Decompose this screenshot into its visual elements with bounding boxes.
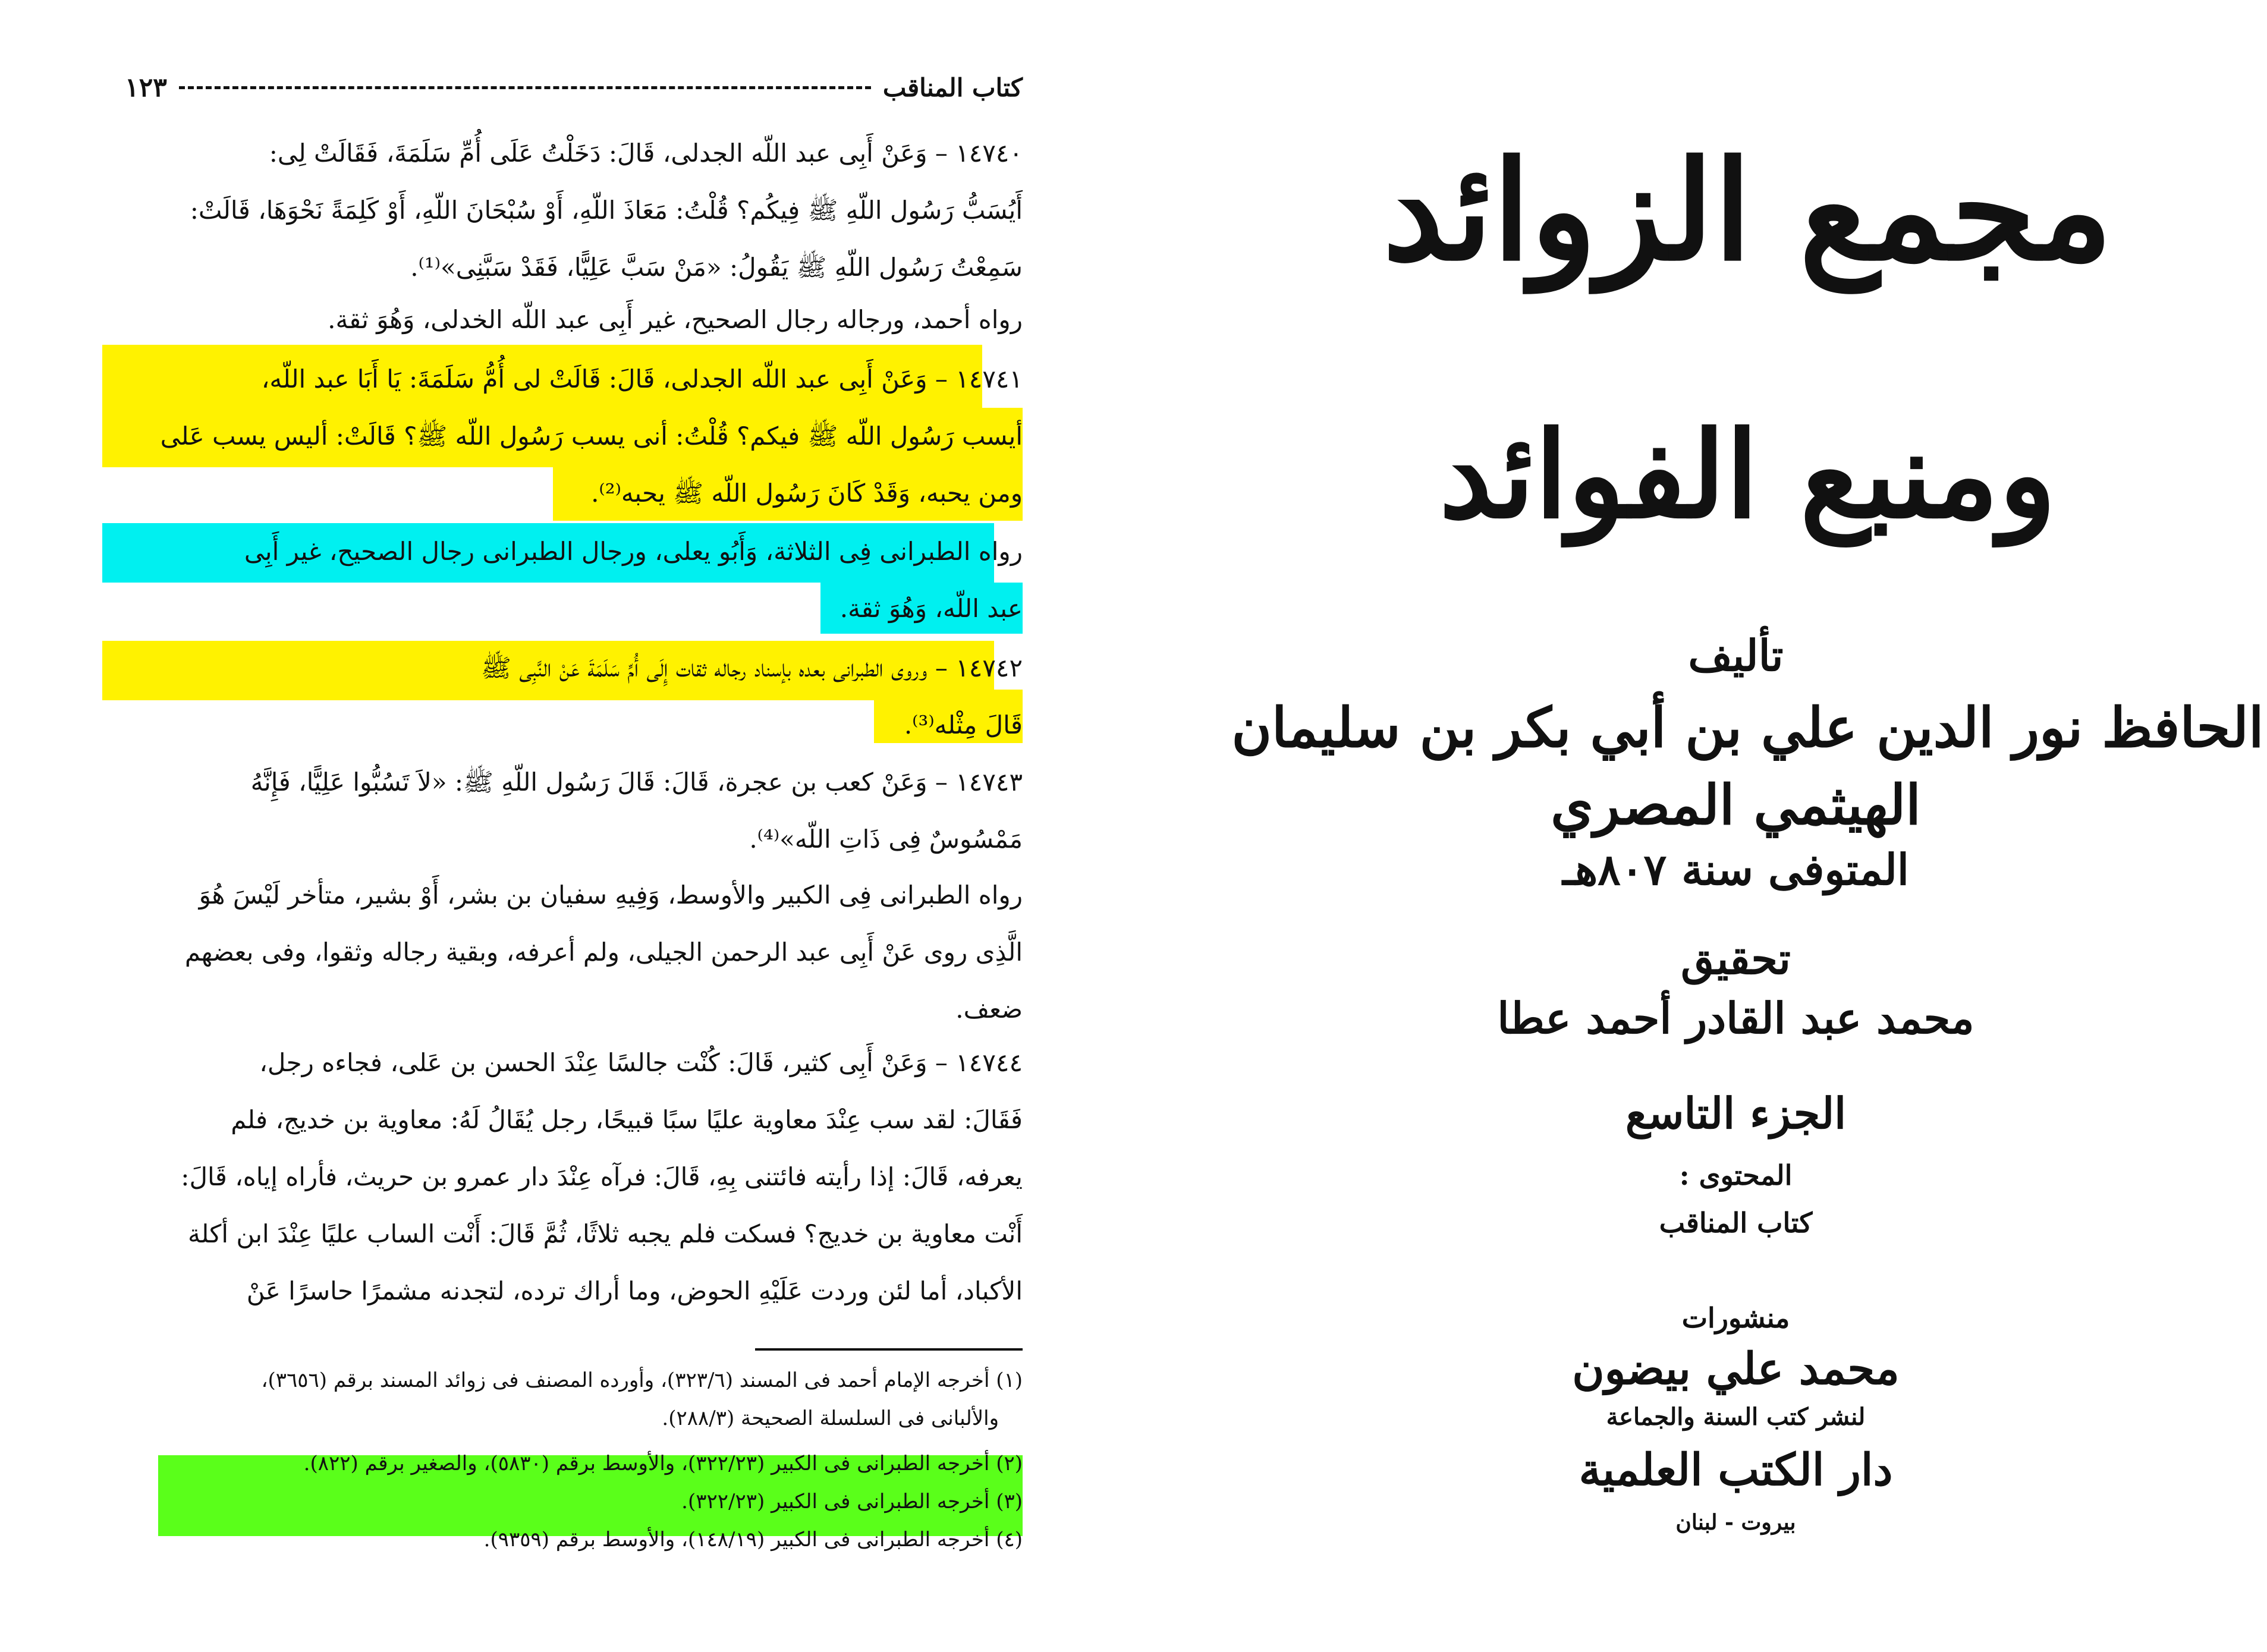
text-line: أيسب رَسُول اللّه ﷺ فيكم؟ قُلْتُ: أنى يسب رَسُول اللّه ﷺ؟ قَالَتْ: أليس يسب عَلى bbox=[160, 421, 1023, 451]
text-line: مَمْسُوسٌ فِى ذَاتِ اللّه»⁽⁴⁾. bbox=[749, 825, 1023, 854]
text-line: ١٤٧٤٢ – وروى الطبرانى بعده بإسناد رجاله ثقات إِلَى أُمِّ سَلَمَةَ عَنْ النَّبِى ﷺ bbox=[481, 653, 1023, 682]
footnotes bbox=[101, 1361, 1023, 1559]
footnote-line: (١) أخرجه الإمام أحمد فى المسند (٣٢٣/٦)، وأورده المصنف فى زوائد المسند برقم (٣٦٥٦)، bbox=[261, 1368, 1023, 1392]
paragraph-14742 bbox=[125, 640, 1023, 754]
author-name: الحافظ نور الدين علي بن أبي بكر بن سليمان bbox=[1231, 696, 2264, 760]
death-year: المتوفى سنة ٨٠٧هـ bbox=[1562, 844, 1909, 895]
text-line: ضعف. bbox=[955, 995, 1023, 1024]
paragraph-commentary-3 bbox=[125, 867, 1023, 1038]
publisher-intro: منشورات bbox=[1681, 1302, 1790, 1334]
paragraph-14740 bbox=[125, 125, 1023, 296]
text-line: رواه الطبرانى فِى الثلاثة، وَأَبُو يعلى، ورجال الطبرانى رجال الصحيح، غير أَبِى bbox=[244, 537, 1023, 566]
header-title: كتاب المناقب bbox=[882, 73, 1023, 102]
text-line: فَقَالَ: لقد سب عِنْدَ معاوية عليًا سبًا قبيحًا، رجل يُقَالُ لَهُ: معاوية بن خديج، فلم bbox=[231, 1105, 1023, 1134]
footnote-line: (٣) أخرجه الطبرانى فى الكبير (٣٢٢/٢٣). bbox=[681, 1490, 1023, 1513]
text-line: الأكباد، أما لئن وردت عَلَيْهِ الحوض، وما أراك ترده، لتجدنه مشمرًا حاسرًا عَنْ bbox=[246, 1276, 1023, 1305]
author-nisba: الهيثمي المصري bbox=[1551, 773, 1921, 837]
contents-value: كتاب المناقب bbox=[1659, 1207, 1813, 1239]
right-page bbox=[1133, 0, 2267, 1652]
paragraph-commentary-2 bbox=[125, 523, 1023, 637]
contents-label: المحتوى : bbox=[1679, 1159, 1793, 1191]
header-dashed-rule bbox=[179, 86, 871, 89]
text-line: ومن يحبه، وَقَدْ كَانَ رَسُول اللّه ﷺ يحبه⁽²⁾. bbox=[591, 479, 1023, 508]
paragraph-commentary-1 bbox=[125, 291, 1023, 348]
authorship-label: تأليف bbox=[1688, 630, 1784, 681]
paragraph-14743 bbox=[125, 754, 1023, 868]
publisher-city: بيروت - لبنان bbox=[1675, 1510, 1796, 1535]
text-line: ١٤٧٤٣ – وَعَنْ كعب بن عجرة، قَالَ: قَالَ رَسُول اللّهِ ﷺ: «لاَ تَسُبُّوا عَلِيًّا، فَإِنَّهُ bbox=[250, 767, 1023, 797]
paragraph-14744 bbox=[125, 1034, 1023, 1320]
left-page bbox=[0, 0, 1133, 1652]
book-title: مجمع الزوائد bbox=[1382, 131, 2113, 291]
footnote-line: (٢) أخرجه الطبرانى فى الكبير (٣٢٢/٢٣)، والأوسط برقم (٥٨٣٠)، والصغير برقم (٨٢٢). bbox=[303, 1452, 1023, 1475]
editing-label: تحقيق bbox=[1681, 933, 1791, 984]
text-line: الَّذِى روى عَنْ أَبِى عبد الرحمن الجيلى، ولم أعرفه، وبقية رجاله وثقوا، وفى بعضهم bbox=[184, 937, 1023, 967]
volume-label: الجزء التاسع bbox=[1625, 1088, 1847, 1138]
publisher-name: محمد علي بيضون bbox=[1572, 1343, 1900, 1395]
text-line: يعرفه، قَالَ: إذا رأيته فائتنى بِهِ، قَالَ: فرآه عِنْدَ دار عمرو بن حريث، فأراه إياه، قَالَ: bbox=[181, 1162, 1023, 1191]
editor-name: محمد عبد القادر أحمد عطا bbox=[1497, 993, 1974, 1043]
publisher-tagline: لنشر كتب السنة والجماعة bbox=[1606, 1403, 1866, 1431]
running-header bbox=[125, 67, 1023, 108]
book-subtitle: ومنبع الفوائد bbox=[1439, 405, 2057, 545]
text-line: سَمِعْتُ رَسُول اللّهِ ﷺ يَقُولُ: «مَنْ سَبَّ عَلِيًّا، فَقَدْ سَبَّنِى»⁽¹⁾. bbox=[410, 253, 1023, 282]
text-line: أَنْت معاوية بن خديج؟ فسكت فلم يجبه ثلاثًا، ثُمَّ قَالَ: أَنْت الساب عليًا عِنْدَ ابن أكلة bbox=[187, 1219, 1023, 1248]
publisher-house: دار الكتب العلمية bbox=[1579, 1445, 1893, 1496]
text-line: ١٤٧٤٤ – وَعَنْ أَبِى كثير، قَالَ: كُنْت جالسًا عِنْدَ الحسن بن عَلى، فجاءه رجل، bbox=[259, 1048, 1023, 1077]
page-number: ١٢٣ bbox=[125, 72, 167, 103]
text-line: رواه الطبرانى فِى الكبير والأوسط، وَفِيهِ سفيان بن بشر، أَوْ بشير، متأخر لَيْسَ هُوَ bbox=[199, 880, 1023, 910]
text-line: رواه أحمد، ورجاله رجال الصحيح، غير أَبِى عبد اللّه الخدلى، وَهُوَ ثقة. bbox=[328, 305, 1023, 334]
text-line: أَيُسَبُّ رَسُول اللّهِ ﷺ فِيكُم؟ قُلْتُ: مَعَاذَ اللّهِ، أَوْ سُبْحَانَ اللّهِ، أَوْ كَلِمَةً نَحْوَهَا، قَالَتْ: bbox=[190, 196, 1023, 225]
footnote-line: (٤) أخرجه الطبرانى فى الكبير (١٤٨/١٩)، والأوسط برقم (٩٣٥٩). bbox=[483, 1528, 1023, 1552]
paragraph-14741 bbox=[125, 351, 1023, 522]
text-line: ١٤٧٤٠ – وَعَنْ أَبِى عبد اللّه الجدلى، قَالَ: دَخَلْتُ عَلَى أُمِّ سَلَمَةَ، فَقَالَتْ لِى: bbox=[269, 139, 1023, 168]
footnote-rule bbox=[755, 1348, 1023, 1351]
footnote-line: والألبانى فى السلسلة الصحيحة (٢٨٨/٣). bbox=[662, 1406, 999, 1430]
text-line: ١٤٧٤١ – وَعَنْ أَبِى عبد اللّه الجدلى، قَالَ: قَالَتْ لى أُمُّ سَلَمَةَ: يَا أَبَا عبد اللّه، bbox=[261, 364, 1023, 394]
text-line: عبد اللّه، وَهُوَ ثقة. bbox=[839, 594, 1023, 623]
text-line: قَالَ مِثْله⁽³⁾. bbox=[904, 710, 1023, 740]
